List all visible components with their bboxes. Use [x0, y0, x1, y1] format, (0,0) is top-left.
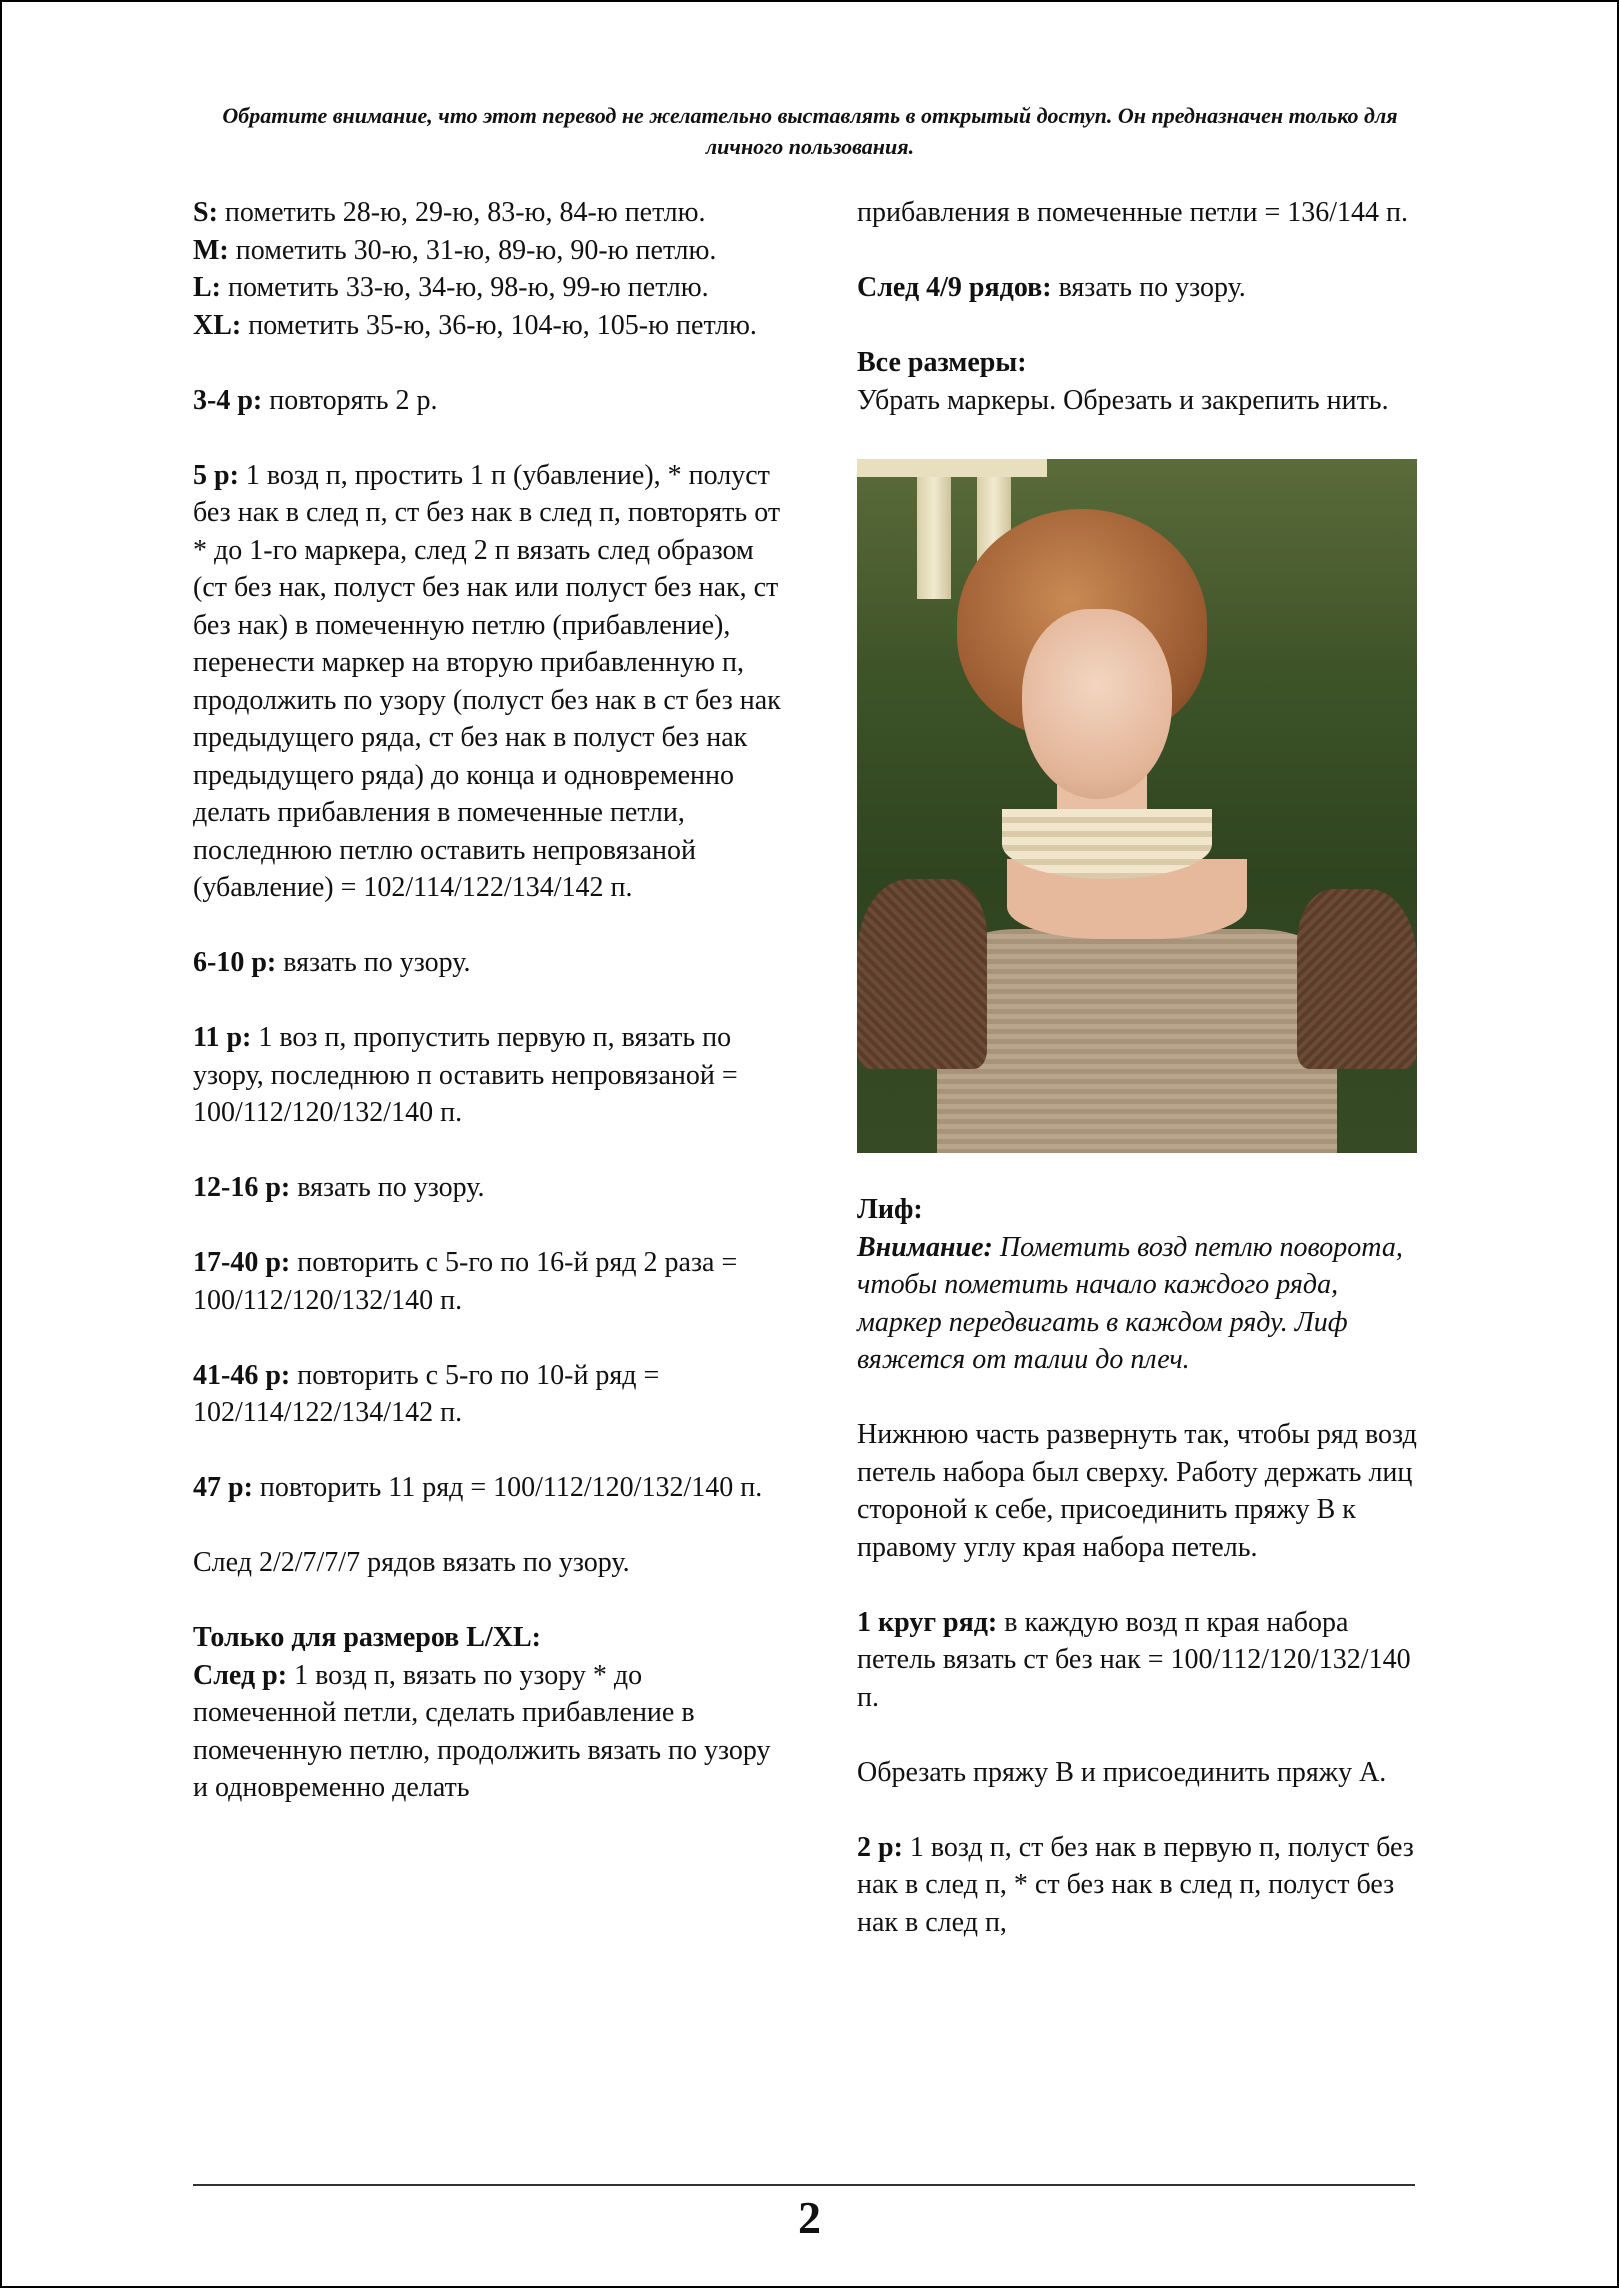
- row-3-4-label: 3-4 р:: [193, 384, 263, 416]
- model-photo: [857, 459, 1417, 1153]
- row-47: [193, 1469, 783, 1507]
- size-m-label: M:: [193, 234, 229, 266]
- size-m-text: пометить 30-ю, 31-ю, 89-ю, 90-ю петлю.: [228, 234, 717, 266]
- row-12-16-text: вязать по узору.: [290, 1172, 485, 1203]
- row-6-10: [193, 944, 783, 982]
- next-row: [193, 1657, 783, 1807]
- row-3-4: [193, 382, 783, 420]
- row-41-46-label: 41-46 р:: [193, 1359, 291, 1391]
- row-17-40-label: 17-40 р:: [193, 1247, 291, 1278]
- row-11-text: 1 воз п, пропустить первую п, вязать по узору, последнюю п оставить непровязаной = 100/112/120/132/140 п.: [193, 1022, 738, 1128]
- size-l-line: [193, 269, 783, 307]
- size-s-label: S:: [193, 197, 218, 228]
- cut-yarn-text: Обрезать пряжу В и присоединить пряжу А.: [857, 1756, 1387, 1788]
- next-rows-text: След 2/2/7/7/7 рядов вязать по узору.: [193, 1547, 630, 1578]
- row-2-text: 1 возд п, ст без нак в первую п, полуст без нак в след п, * ст без нак в след п, полуст без нак в след п,: [857, 1831, 1414, 1938]
- right-column: [857, 194, 1417, 1941]
- bodice-title: Лиф:: [857, 1194, 923, 1225]
- usage-notice: Обратите внимание, что этот перевод не желательно выставлять в открытый доступ. Он предназначен только для личного пользования.: [222, 103, 1398, 159]
- size-m-line: [193, 232, 783, 270]
- next-4-9-text: вязать по узору.: [1051, 272, 1246, 303]
- row-17-40: [193, 1244, 783, 1319]
- size-xl-line: [193, 307, 783, 345]
- row-41-46-text: повторить с 5-го по 10-й ряд = 102/114/122/134/142 п.: [193, 1359, 660, 1428]
- row-11-label: 11 р:: [193, 1022, 252, 1053]
- row-6-10-text: вязать по узору.: [276, 947, 471, 978]
- row-47-text: повторить 11 ряд = 100/112/120/132/140 п.: [252, 1472, 763, 1503]
- size-s-text: пометить 28-ю, 29-ю, 83-ю, 84-ю петлю.: [217, 197, 706, 228]
- next-4-9-rows: [857, 269, 1417, 307]
- left-column: [193, 194, 783, 1807]
- next-4-9-label: След 4/9 рядов:: [857, 272, 1052, 303]
- row-5: [193, 457, 783, 907]
- lower-part-text: Нижнюю часть развернуть так, чтобы ряд возд петель набора был сверху. Работу держать лиц стороной к себе, присоединить пряжу В к правому углу края набора петель.: [857, 1419, 1417, 1563]
- row-6-10-label: 6-10 р:: [193, 947, 277, 978]
- all-sizes-heading: [857, 344, 1417, 382]
- size-s-line: [193, 194, 783, 232]
- footer-divider: [193, 2184, 1415, 2186]
- round-1-label: 1 круг ряд:: [857, 1606, 998, 1638]
- attention-text: Пометить возд петлю поворота, чтобы пометить начало каждого ряда, маркер передвигать в каждом ряду. Лиф вяжется от талии до плеч.: [857, 1231, 1403, 1375]
- row-5-label: 5 р:: [193, 459, 239, 491]
- size-l-label: L:: [193, 272, 221, 303]
- row-2-label: 2 р:: [857, 1831, 903, 1863]
- bodice-heading: [857, 1191, 1417, 1229]
- row-11: [193, 1019, 783, 1132]
- only-lxl-label: Только для размеров L/XL:: [193, 1622, 541, 1653]
- row-47-label: 47 р:: [193, 1472, 253, 1503]
- size-xl-label: XL:: [193, 309, 242, 341]
- row-5-text: 1 возд п, простить 1 п (убавление), * полуст без нак в след п, ст без нак в след п, повторять от * до 1-го маркера, след 2 п вязать след образом (ст без нак, полуст без нак или полуст без нак, ст без нак) в помеченную петлю (прибавление), перенести маркер на вторую прибавленную п, продолжить по узору (полуст без нак в ст без нак предыдущего ряда, ст без нак в полуст без нак предыдущего ряда) до конца и одновременно делать прибавления в помеченные петли, последнюю петлю оставить непровязаной (убавление) = 102/114/122/134/142 п.: [193, 459, 781, 903]
- all-sizes-label: Все размеры:: [857, 347, 1027, 378]
- all-sizes-text: Убрать маркеры. Обрезать и закрепить нить.: [857, 384, 1389, 416]
- attention-note: [857, 1229, 1417, 1379]
- row-41-46: [193, 1357, 783, 1432]
- row-17-40-text: повторить с 5-го по 16-й ряд 2 раза = 100/112/120/132/140 п.: [193, 1247, 738, 1316]
- size-xl-text: пометить 35-ю, 36-ю, 104-ю, 105-ю петлю.: [241, 309, 757, 341]
- round-1-text: в каждую возд п края набора петель вязать ст без нак = 100/112/120/132/140 п.: [857, 1606, 1411, 1713]
- only-lxl-heading: [193, 1619, 783, 1657]
- page-number: 2: [798, 2192, 821, 2243]
- row-12-16: [193, 1169, 783, 1207]
- attention-label: Внимание:: [857, 1231, 993, 1263]
- row-2: [857, 1829, 1417, 1942]
- next-row-text: 1 возд п, вязать по узору * до помеченной петли, сделать прибавление в помеченную петлю, продолжить вязать по узору и одновременно делать: [193, 1659, 771, 1803]
- row-12-16-label: 12-16 р:: [193, 1172, 291, 1203]
- crochet-collar: [1002, 809, 1212, 879]
- next-row-label: След р:: [193, 1659, 288, 1691]
- row-3-4-text: повторять 2 р.: [262, 384, 438, 416]
- continuation-text: прибавления в помеченные петли = 136/144 п.: [857, 197, 1409, 228]
- size-l-text: пометить 33-ю, 34-ю, 98-ю, 99-ю петлю.: [221, 272, 709, 303]
- round-1: [857, 1604, 1417, 1717]
